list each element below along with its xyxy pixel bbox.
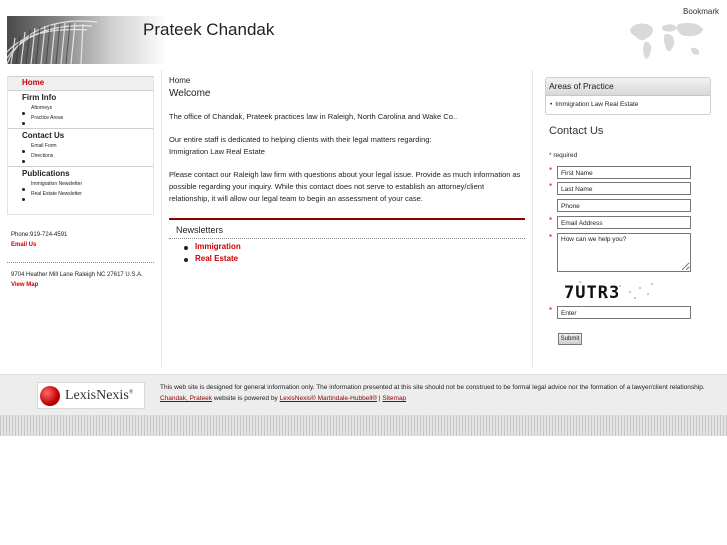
page-footer (0, 374, 727, 415)
contact-form-title: Contact Us (549, 125, 604, 137)
nav-directions[interactable]: Directions (22, 153, 154, 163)
publications-submenu (7, 181, 154, 204)
message-textarea[interactable] (557, 233, 691, 272)
first-name-input[interactable] (557, 166, 691, 179)
world-map-graphic (625, 18, 707, 64)
bookmark-link[interactable]: Bookmark (682, 7, 719, 16)
intro-paragraph: The office of Chandak, Prateek practices law in Raleigh, North Carolina and Wake Co.. (169, 112, 458, 121)
submit-button[interactable]: Submit (558, 333, 582, 345)
logo-text: LexisNexis (65, 388, 129, 403)
nav-real-estate-newsletter[interactable]: Real Estate Newsletter (22, 191, 154, 201)
required-label: required (553, 152, 578, 159)
nav-section-home (7, 76, 154, 91)
areas-of-practice-item[interactable] (546, 96, 710, 108)
newsletter-immigration-link[interactable]: Immigration (182, 242, 241, 254)
left-navigation (7, 76, 154, 204)
firm-name-title: Prateek Chandak (143, 20, 275, 39)
last-name-input[interactable] (557, 182, 691, 195)
powered-by-text: website is powered by (213, 395, 278, 402)
nav-publications[interactable]: Publications (22, 169, 70, 178)
captcha-text: 7UTR3 (564, 283, 621, 302)
breadcrumb: Home (169, 76, 191, 85)
logo-registered-mark: ® (128, 389, 134, 396)
nav-attorneys[interactable]: Attorneys (22, 105, 154, 115)
lexisnexis-logo[interactable] (37, 382, 145, 409)
newsletters-list (182, 242, 241, 266)
practice-line: Immigration Law Real Estate (169, 147, 265, 156)
areas-of-practice-box (545, 77, 711, 115)
required-star: * (549, 182, 553, 191)
logo-wordmark (65, 388, 133, 404)
nav-email-form[interactable]: Email Form (22, 143, 154, 153)
captcha-image (560, 278, 658, 302)
nav-home[interactable]: Home (7, 76, 154, 90)
left-contact-info (11, 230, 154, 250)
required-star: * (549, 233, 553, 242)
main-content (161, 70, 533, 367)
lexisnexis-link[interactable]: LexisNexis® Martindale-Hubbell® (279, 395, 377, 402)
required-note (549, 152, 577, 159)
nav-firm-info[interactable]: Firm Info (22, 93, 57, 102)
newsletter-real-estate-link[interactable]: Real Estate (182, 254, 241, 266)
footer-stripe-band (0, 415, 727, 436)
street-address: 9704 Heather Mill Lane Raleigh NC 27617 U.S.A. (11, 272, 143, 278)
disclaimer-text: This web site is designed for general information only. The information presented at this site should not be construed to be formal legal advice nor the formation of a lawyer/client relationship. (160, 384, 705, 391)
nav-section-publications (7, 167, 154, 204)
sitemap-link[interactable]: Sitemap (382, 395, 407, 402)
staff-paragraph (169, 134, 525, 158)
lexisnexis-logo-icon (40, 386, 60, 406)
firm-info-submenu (7, 105, 154, 128)
nav-section-firm-info (7, 91, 154, 128)
contact-submenu (7, 143, 154, 166)
view-map-link[interactable]: View Map (11, 282, 39, 288)
firm-home-link[interactable]: Chandak, Prateek (160, 395, 213, 402)
required-star: * (549, 216, 553, 225)
footer-disclaimer (160, 382, 715, 404)
required-star: * (549, 306, 553, 315)
areas-of-practice-heading: Areas of Practice (546, 78, 710, 96)
address-block (11, 270, 154, 290)
phone-number: Phone:919-724-4591 (11, 232, 68, 238)
bullet-icon: • (550, 101, 553, 108)
email-input[interactable] (557, 216, 691, 229)
page-header (0, 0, 727, 70)
nav-contact-us[interactable]: Contact Us (22, 131, 65, 140)
link-separator: | (378, 395, 381, 402)
nav-immigration-newsletter[interactable]: Immigration Newsletter (22, 181, 154, 191)
page-title: Welcome (169, 88, 211, 99)
nav-practice-areas[interactable]: Practice Areas (22, 115, 154, 125)
email-us-link[interactable]: Email Us (11, 242, 37, 248)
contact-paragraph: Please contact our Raleigh law firm with questions about your legal issue. Provide as much information as possible regarding your inquiry. While this contact does not serve to establish an attorney/client relationship, it will allow our legal team to begin an assessment of your case. (169, 170, 521, 203)
newsletters-heading: Newsletters (176, 225, 224, 235)
areas-of-practice-label: Immigration Law Real Estate (555, 101, 639, 108)
required-star: * (549, 166, 553, 175)
captcha-input[interactable] (557, 306, 691, 319)
required-star: * (549, 152, 552, 159)
nav-section-contact (7, 128, 154, 167)
section-divider (169, 218, 525, 220)
dotted-divider (7, 262, 154, 263)
phone-input[interactable] (557, 199, 691, 212)
staff-line: Our entire staff is dedicated to helping clients with their legal matters regarding: (169, 135, 432, 144)
newsletters-divider (169, 238, 525, 239)
